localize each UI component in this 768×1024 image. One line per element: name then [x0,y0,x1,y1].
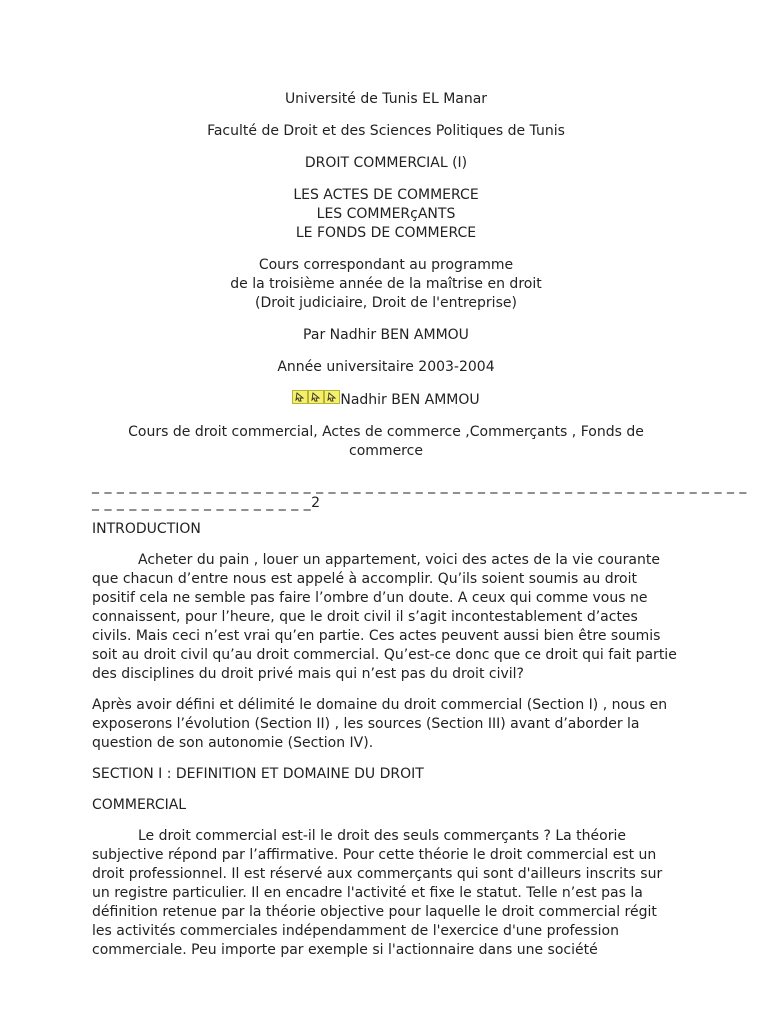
summary-block [92,423,680,461]
topic-line: LES COMMERçANTS [316,206,456,222]
section-heading: SECTION I : DEFINITION ET DOMAINE DU DROIT [92,766,424,782]
topic-line: LE FONDS DE COMMERCE [295,225,477,241]
intro-paragraph: Après avoir défini et délimité le domaine du droit commercial (Section I) , nous en exposerons l’évolution (Section II) , les sources (Section III) avant d’aborder la question de son autonomie (Section IV). [92,697,668,751]
section-heading-continued: COMMERCIAL [92,797,187,813]
page-separator [92,478,747,512]
author-line: Par Nadhir BEN AMMOU [303,327,469,343]
faculty-name: Faculté de Droit et des Sciences Politiques de Tunis [207,123,565,139]
author-icon-text: Nadhir BEN AMMOU [340,392,480,408]
separator-line: _ _ _ _ _ _ _ _ _ _ _ _ _ _ _ _ _ _ _ _ _ _ _ _ _ _ _ _ _ _ _ _ _ _ _ _ _ _ _ _ _ _ _ _ _ _ _ _ _ _ _ _ _ [92,478,747,494]
program-block [92,256,680,313]
university-name: Université de Tunis EL Manar [284,91,488,107]
section-paragraph: Le droit commercial est-il le droit des seuls commerçants ? La théorie subjective répond par l’affirmative. Pour cette théorie le droit commercial est un droit professionnel. Il est réservé aux commerçants qui sont d'ailleurs inscrits sur un registre particulier. Il en encadre l'activité et fixe le statut. Telle n’est pas la définition retenue par la théorie objective pour laquelle le droit commercial régit les activités commerciales indépendamment de l'exercice d'une profession commerciale. Peu importe par exemple si l'actionnaire dans une société [92,828,663,958]
link-icons [292,390,340,404]
course-title: DROIT COMMERCIAL (I) [304,155,468,171]
academic-year: Année universitaire 2003-2004 [277,359,495,375]
author-with-icons [92,390,680,410]
separator-line: _ _ _ _ _ _ _ _ _ _ _ _ _ _ _ _ _ _2 [92,495,321,511]
intro-paragraph: Acheter du pain , louer un appartement, voici des actes de la vie courante que chacun d’entre nous est appelé à accomplir. Qu’ils soient soumis au droit positif cela ne semble pas faire l’ombre d’un doute. A ceux qui comme vous ne connaissent, pour l’heure, que le droit civil il s’agit incontestablement d’actes civils. Mais ceci n’est vrai qu’en partie. Ces actes peuvent aussi bien être soumis soit au droit civil qu’au droit commercial. Qu’est-ce donc que ce droit qui fait partie des disciplines du droit privé mais qui n’est pas du droit civil? [92,552,677,682]
pointer-hand-icon[interactable] [308,390,324,404]
program-line: (Droit judiciaire, Droit de l'entreprise) [255,295,517,311]
pointer-hand-icon[interactable] [324,390,340,404]
program-line: de la troisième année de la maîtrise en droit [230,276,542,292]
summary-line: Cours de droit commercial, Actes de commerce ,Commerçants , Fonds de [128,424,644,440]
topics-block [92,186,680,243]
topic-line: LES ACTES DE COMMERCE [293,187,479,203]
pointer-hand-icon[interactable] [292,390,308,404]
introduction-heading: INTRODUCTION [92,521,201,537]
document-page [92,90,747,960]
program-line: Cours correspondant au programme [258,257,514,273]
summary-line: commerce [349,443,423,459]
